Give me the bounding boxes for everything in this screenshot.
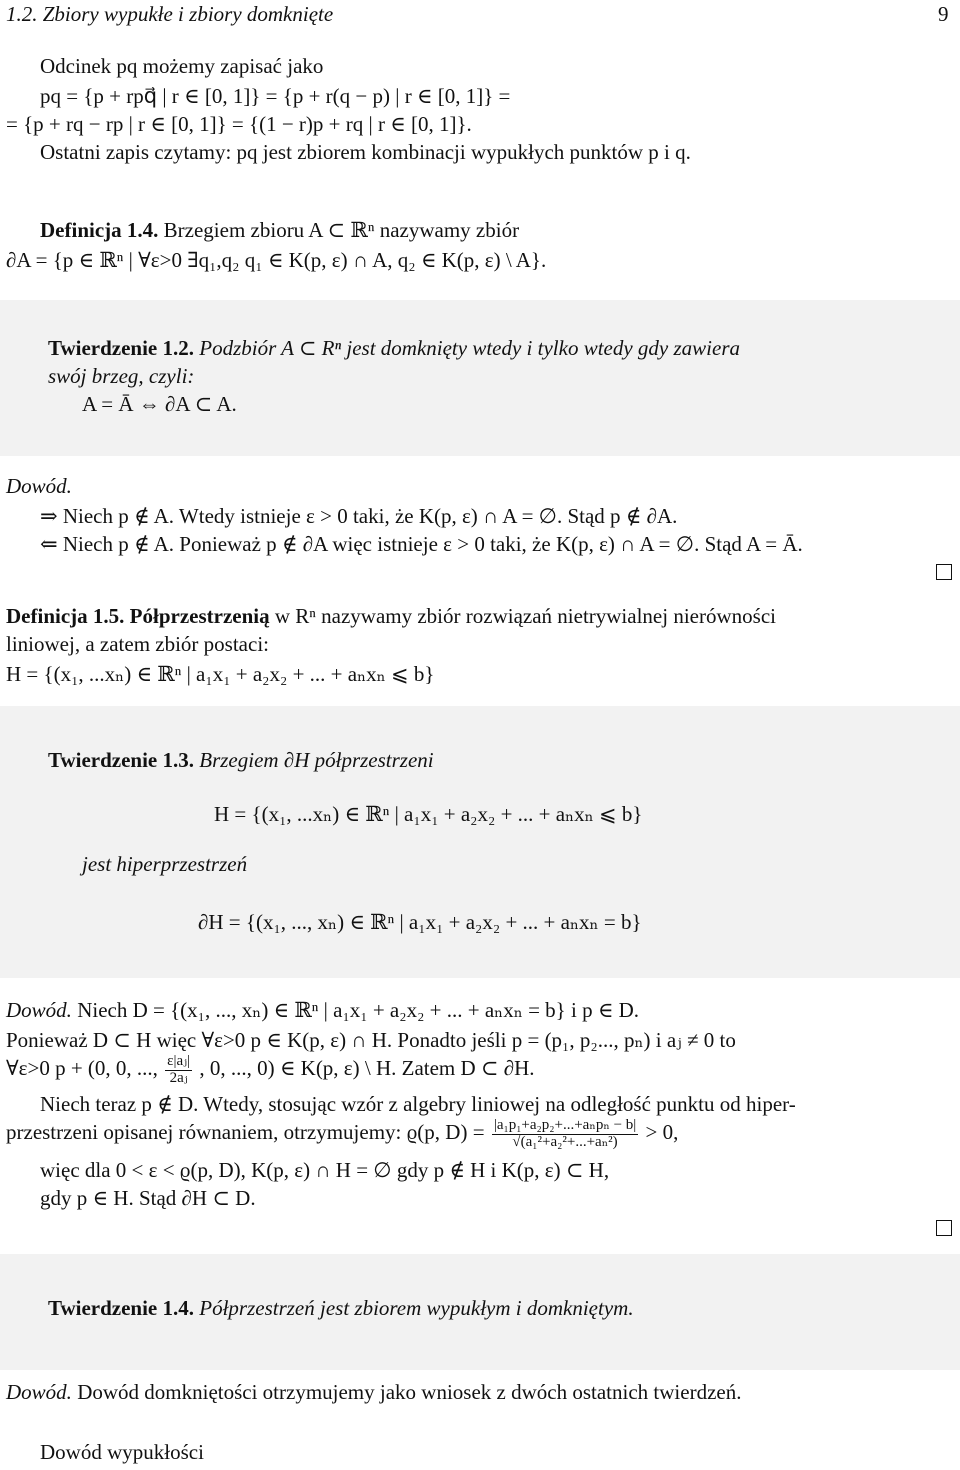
proof-1-2-line-2: ⇐ Niech p ∉ A. Ponieważ p ∉ ∂A więc istnieje ε > 0 taki, że K(p, ε) ∩ A = ∅. Stąd A = Ā. xyxy=(40,532,803,556)
theorem-label: Twierdzenie 1.4. xyxy=(48,1296,194,1320)
distance-fraction xyxy=(492,1118,638,1151)
definition-1-5-formula: H = {(x₁, ...xₙ) ∈ ℝⁿ | a₁x₁ + a₂x₂ + ... + aₙxₙ ⩽ b} xyxy=(6,662,435,686)
proof-label: Dowód. xyxy=(6,998,72,1022)
definition-label: Definicja 1.5. xyxy=(6,604,125,628)
definition-1-5-text-2: liniowej, a zatem zbiór postaci: xyxy=(6,632,269,656)
theorem-1-3-text-2: jest hiperprzestrzeń xyxy=(82,852,248,876)
definition-1-4 xyxy=(40,218,519,242)
proof-1-3-line-4: Niech teraz p ∉ D. Wtedy, stosując wzór z algebry liniowej na odległość punktu od hiper- xyxy=(40,1092,796,1116)
proof-text: Dowód domkniętości otrzymujemy jako wniosek z dwóch ostatnich twierdzeń. xyxy=(77,1380,742,1404)
theorem-1-2-text-2: swój brzeg, czyli: xyxy=(48,364,195,388)
fraction xyxy=(165,1054,192,1087)
proof-text: > 0, xyxy=(645,1120,679,1145)
proof-1-3-line-2: Ponieważ D ⊂ H więc ∀ε>0 p ∈ K(p, ε) ∩ H. Ponadto jeśli p = (p₁, p₂..., pₙ) i aⱼ ≠ 0 to xyxy=(6,1028,736,1052)
proof-label: Dowód. xyxy=(6,474,72,498)
proof-1-4-line-2: Dowód wypukłości xyxy=(40,1440,204,1464)
proof-1-2-line-1: ⇒ Niech p ∉ A. Wtedy istnieje ε > 0 taki, że K(p, ε) ∩ A = ∅. Stąd p ∉ ∂A. xyxy=(40,504,678,528)
qed-box-icon xyxy=(936,1220,952,1236)
theorem-1-3-formula-2: ∂H = {(x₁, ..., xₙ) ∈ ℝⁿ | a₁x₁ + a₂x₂ + ... + aₙxₙ = b} xyxy=(198,910,642,934)
proof-1-3-line-5 xyxy=(6,1118,678,1151)
fraction-denominator: 2aⱼ xyxy=(169,1069,188,1086)
proof-1-3-line-3 xyxy=(6,1054,535,1087)
theorem-label: Twierdzenie 1.3. xyxy=(48,748,194,772)
theorem-1-3-box xyxy=(0,706,960,978)
theorem-1-3-formula-1: H = {(x₁, ...xₙ) ∈ ℝⁿ | a₁x₁ + a₂x₂ + ... + aₙxₙ ⩽ b} xyxy=(214,802,643,826)
intro-line-3: = {p + rq − rp | r ∈ [0, 1]} = {(1 − r)p + rq | r ∈ [0, 1]}. xyxy=(6,112,472,136)
fraction-numerator: ε|aⱼ| xyxy=(167,1053,191,1069)
proof-text: , 0, ..., 0) ∈ K(p, ε) \ H. Zatem D ⊂ ∂H. xyxy=(199,1056,535,1081)
theorem-1-3 xyxy=(48,748,434,772)
theorem-1-2-formula: A = Ā ⇔ ∂A ⊂ A. xyxy=(82,392,237,416)
definition-text: w Rⁿ nazywamy zbiór rozwiązań nietrywialnej nierówności xyxy=(274,604,776,628)
proof-text: Niech D = {(x₁, ..., xₙ) ∈ ℝⁿ | a₁x₁ + a₂x₂ + ... + aₙxₙ = b} i p ∈ D. xyxy=(77,998,640,1022)
proof-1-3-line-6: więc dla 0 < ε < ϱ(p, D), K(p, ε) ∩ H = ∅ gdy p ∉ H i K(p, ε) ⊂ H, xyxy=(40,1158,610,1182)
definition-1-5 xyxy=(6,604,776,628)
theorem-text: Półprzestrzeń jest zbiorem wypukłym i domkniętym. xyxy=(199,1296,634,1320)
theorem-text: Brzegiem ∂H półprzestrzeni xyxy=(199,748,434,772)
proof-text: ∀ε>0 p + (0, 0, ..., xyxy=(6,1056,158,1081)
theorem-text: Podzbiór A ⊂ Rⁿ jest domknięty wtedy i tylko wtedy gdy zawiera xyxy=(199,336,741,360)
running-header: 1.2. Zbiory wypukłe i zbiory domknięte xyxy=(6,2,334,26)
intro-line-1: Odcinek pq możemy zapisać jako xyxy=(40,54,324,78)
fraction-numerator: |a₁p₁+a₂p₂+...+aₙpₙ − b| xyxy=(493,1117,637,1133)
proof-1-4-line-1 xyxy=(6,1380,741,1404)
fraction-denominator: √(a₁²+a₂²+...+aₙ²) xyxy=(512,1133,618,1150)
theorem-1-4 xyxy=(48,1296,634,1320)
definition-1-4-formula: ∂A = {p ∈ ℝⁿ | ∀ε>0 ∃q₁,q₂ q₁ ∈ K(p, ε) ∩ A, q₂ ∈ K(p, ε) \ A}. xyxy=(6,248,547,272)
definition-text: Brzegiem zbioru A ⊂ ℝⁿ nazywamy zbiór xyxy=(163,218,520,242)
proof-1-3-line-7: gdy p ∈ H. Stąd ∂H ⊂ D. xyxy=(40,1186,256,1210)
proof-label: Dowód. xyxy=(6,1380,72,1404)
page-number: 9 xyxy=(938,2,949,26)
definition-label: Definicja 1.4. xyxy=(40,218,159,242)
theorem-1-2 xyxy=(48,336,740,360)
proof-1-3-line-1 xyxy=(6,998,639,1022)
definition-term: Półprzestrzenią xyxy=(129,604,270,628)
intro-line-2: pq = {p + rpq⃗ | r ∈ [0, 1]} = {p + r(q − p) | r ∈ [0, 1]} = xyxy=(40,84,511,108)
theorem-label: Twierdzenie 1.2. xyxy=(48,336,194,360)
intro-line-4: Ostatni zapis czytamy: pq jest zbiorem kombinacji wypukłych punktów p i q. xyxy=(40,140,691,164)
qed-box-icon xyxy=(936,564,952,580)
proof-text: przestrzeni opisanej równaniem, otrzymujemy: ϱ(p, D) = xyxy=(6,1120,485,1145)
